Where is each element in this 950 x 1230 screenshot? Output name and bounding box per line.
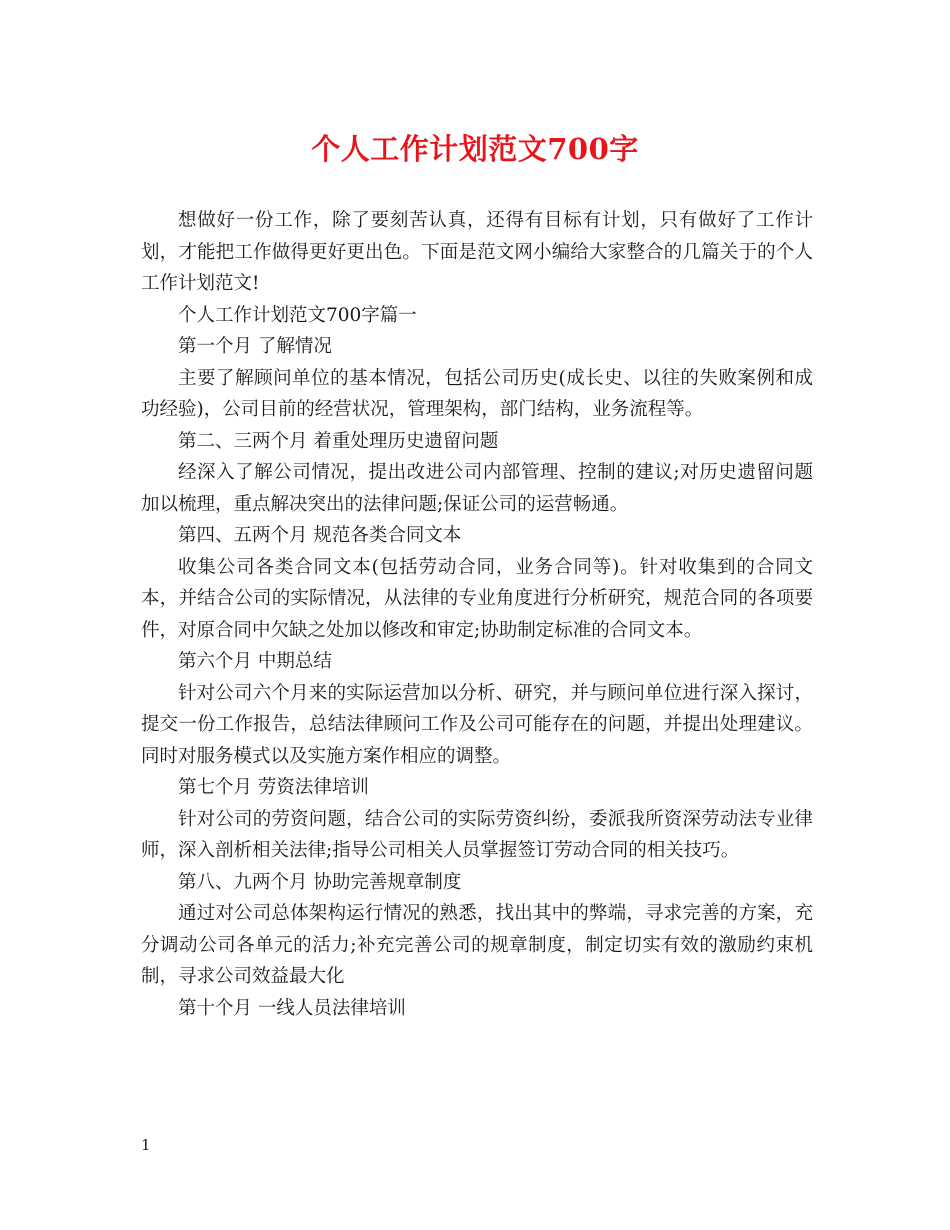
body-paragraph: 针对公司的劳资问题，结合公司的实际劳资纠纷，委派我所资深劳动法专业律师，深入剖析相关法律;指导公司相关人员掌握签订劳动合同的相关技巧。 [141, 808, 813, 861]
body-paragraph: 收集公司各类合同文本(包括劳动合同，业务合同等)。针对收集到的合同文本，并结合公司的实际情况，从法律的专业角度进行分析研究，规范合同的各项要件，对原合同中欠缺之处加以修改和审定;协助制定标准的合同文本。 [141, 556, 813, 641]
month-heading: 第二、三两个月 着重处理历史遗留问题 [178, 430, 499, 452]
section-heading: 个人工作计划范文700字篇一 [178, 304, 417, 326]
body-paragraph: 经深入了解公司情况，提出改进公司内部管理、控制的建议;对历史遗留问题加以梳理，重点解决突出的法律问题;保证公司的运营畅通。 [141, 462, 813, 515]
body-paragraph: 主要了解顾问单位的基本情况，包括公司历史(成长史、以往的失败案例和成功经验)，公司目前的经营状况，管理架构，部门结构，业务流程等。 [141, 367, 813, 420]
month-heading: 第七个月 劳资法律培训 [178, 777, 369, 798]
document-title: 个人工作计划范文700字 [311, 132, 639, 166]
body-paragraph: 通过对公司总体架构运行情况的熟悉，找出其中的弊端，寻求完善的方案，充分调动公司各单元的活力;补充完善公司的规章制度，制定切实有效的激励约束机制，寻求公司效益最大化 [141, 903, 813, 987]
month-heading: 第八、九两个月 协助完善规章制度 [178, 871, 462, 893]
month-heading: 第六个月 中期总结 [178, 651, 332, 672]
month-heading: 第一个月 了解情况 [178, 336, 332, 357]
intro-paragraph: 想做好一份工作，除了要刻苦认真，还得有目标有计划，只有做好了工作计划，才能把工作做得更好更出色。下面是范文网小编给大家整合的几篇关于的个人工作计划范文! [141, 210, 813, 294]
month-heading: 第四、五两个月 规范各类合同文本 [178, 525, 462, 546]
body-paragraph: 针对公司六个月来的实际运营加以分析、研究，并与顾问单位进行深入探讨，提交一份工作报告，总结法律顾问工作及公司可能存在的问题，并提出处理建议。同时对服务模式以及实施方案作相应的调整。 [141, 682, 813, 767]
page-number: 1 [141, 1136, 151, 1154]
document-body [141, 205, 813, 1024]
month-heading: 第十个月 一线人员法律培训 [178, 997, 406, 1019]
